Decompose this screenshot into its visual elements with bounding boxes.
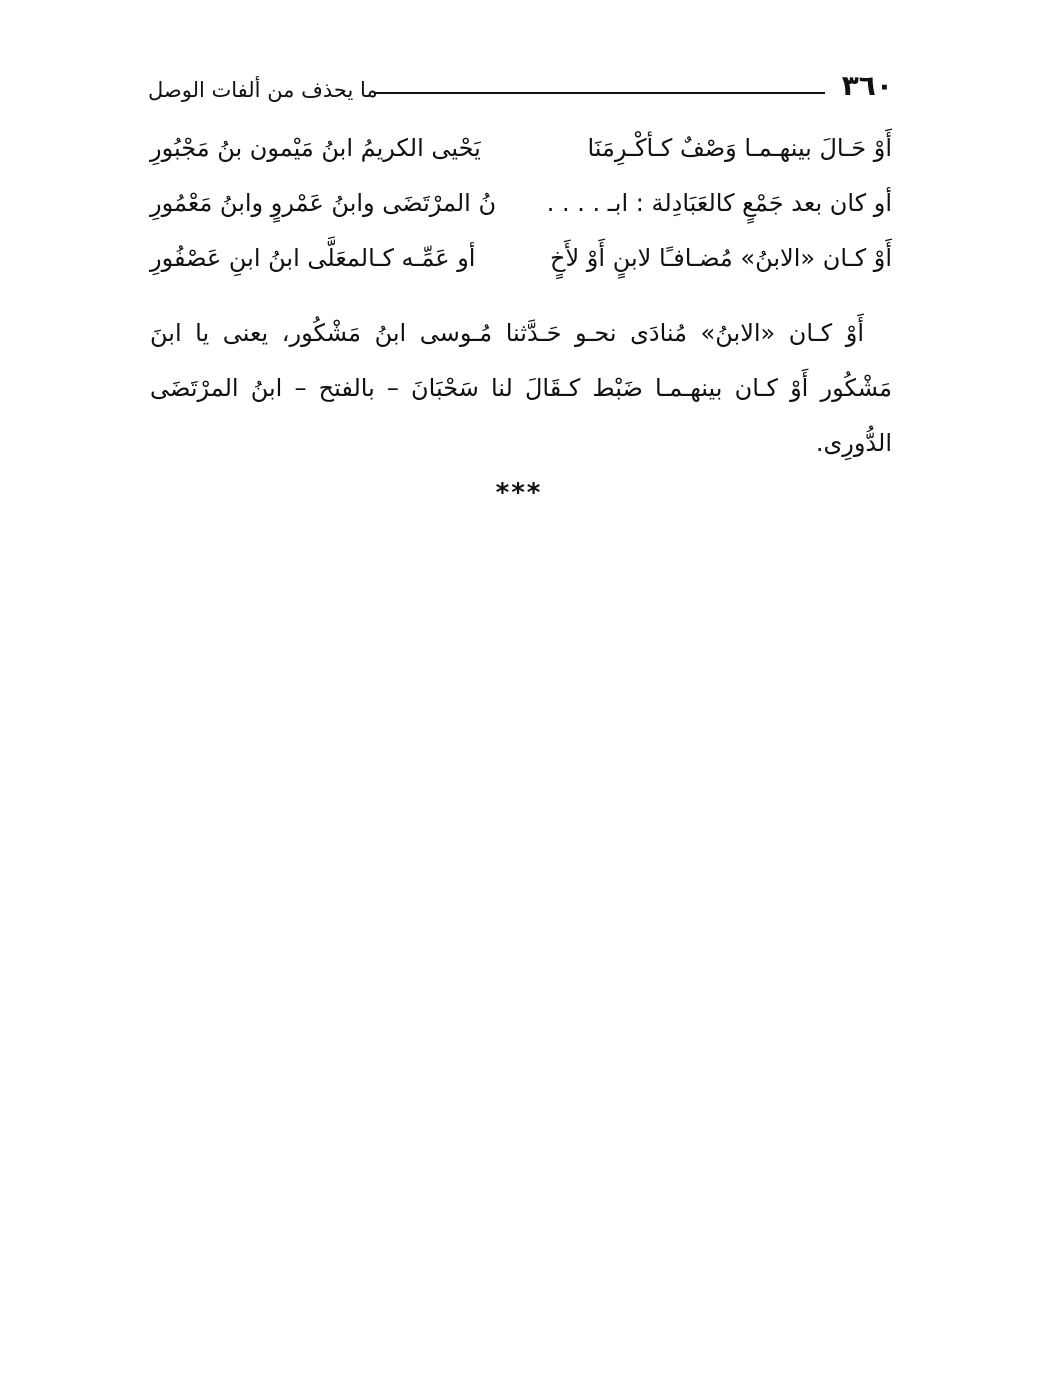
header-rule xyxy=(375,92,825,94)
prose-text: أَوْ كـان «الابنُ» مُنادَى نحـو حَـدَّثنا مُـوسى ابنُ مَشْكُور، يعنى يا ابنَ مَشْكُور أَوْ كـان بينهـمـا ضَبْط كـقَالَ لنا سَحْبَانَ – بالفتح – ابنُ المرْتَضَى الدُّورِى. xyxy=(150,319,892,457)
verse-second-hemistich: نُ المرْتَضَى وابنُ عَمْروٍ وابنُ مَعْمُورِ xyxy=(150,189,497,217)
verse-line xyxy=(150,124,892,179)
running-header xyxy=(148,68,893,108)
verse-first-hemistich: أَوْ حَـالَ بينهـمـا وَصْفٌ كـأكْـرِمَنَا xyxy=(587,134,892,162)
verse-second-hemistich: أو عَمِّـه كـالمعَلَّى ابنُ ابنِ عَصْفُورِ xyxy=(150,244,476,272)
verse-line xyxy=(150,234,892,289)
running-title: ما يحذف من ألفات الوصل xyxy=(148,78,378,102)
verse-block xyxy=(150,124,892,289)
verse-second-hemistich: يَحْيى الكريمُ ابنُ مَيْمون بنُ مَجْبُورِ xyxy=(150,134,481,162)
prose-paragraph xyxy=(150,306,892,471)
verse-first-hemistich: أَوْ كـان «الابنُ» مُضـافـًا لابنٍ أَوْ لأَخٍ xyxy=(550,244,892,272)
verse-line xyxy=(150,179,892,234)
page-number: ٣٦٠ xyxy=(841,69,893,102)
section-separator: *** xyxy=(495,478,543,508)
verse-first-hemistich: أو كان بعد جَمْعٍ كالعَبَادِلة : ابـ . . . . xyxy=(546,189,892,217)
